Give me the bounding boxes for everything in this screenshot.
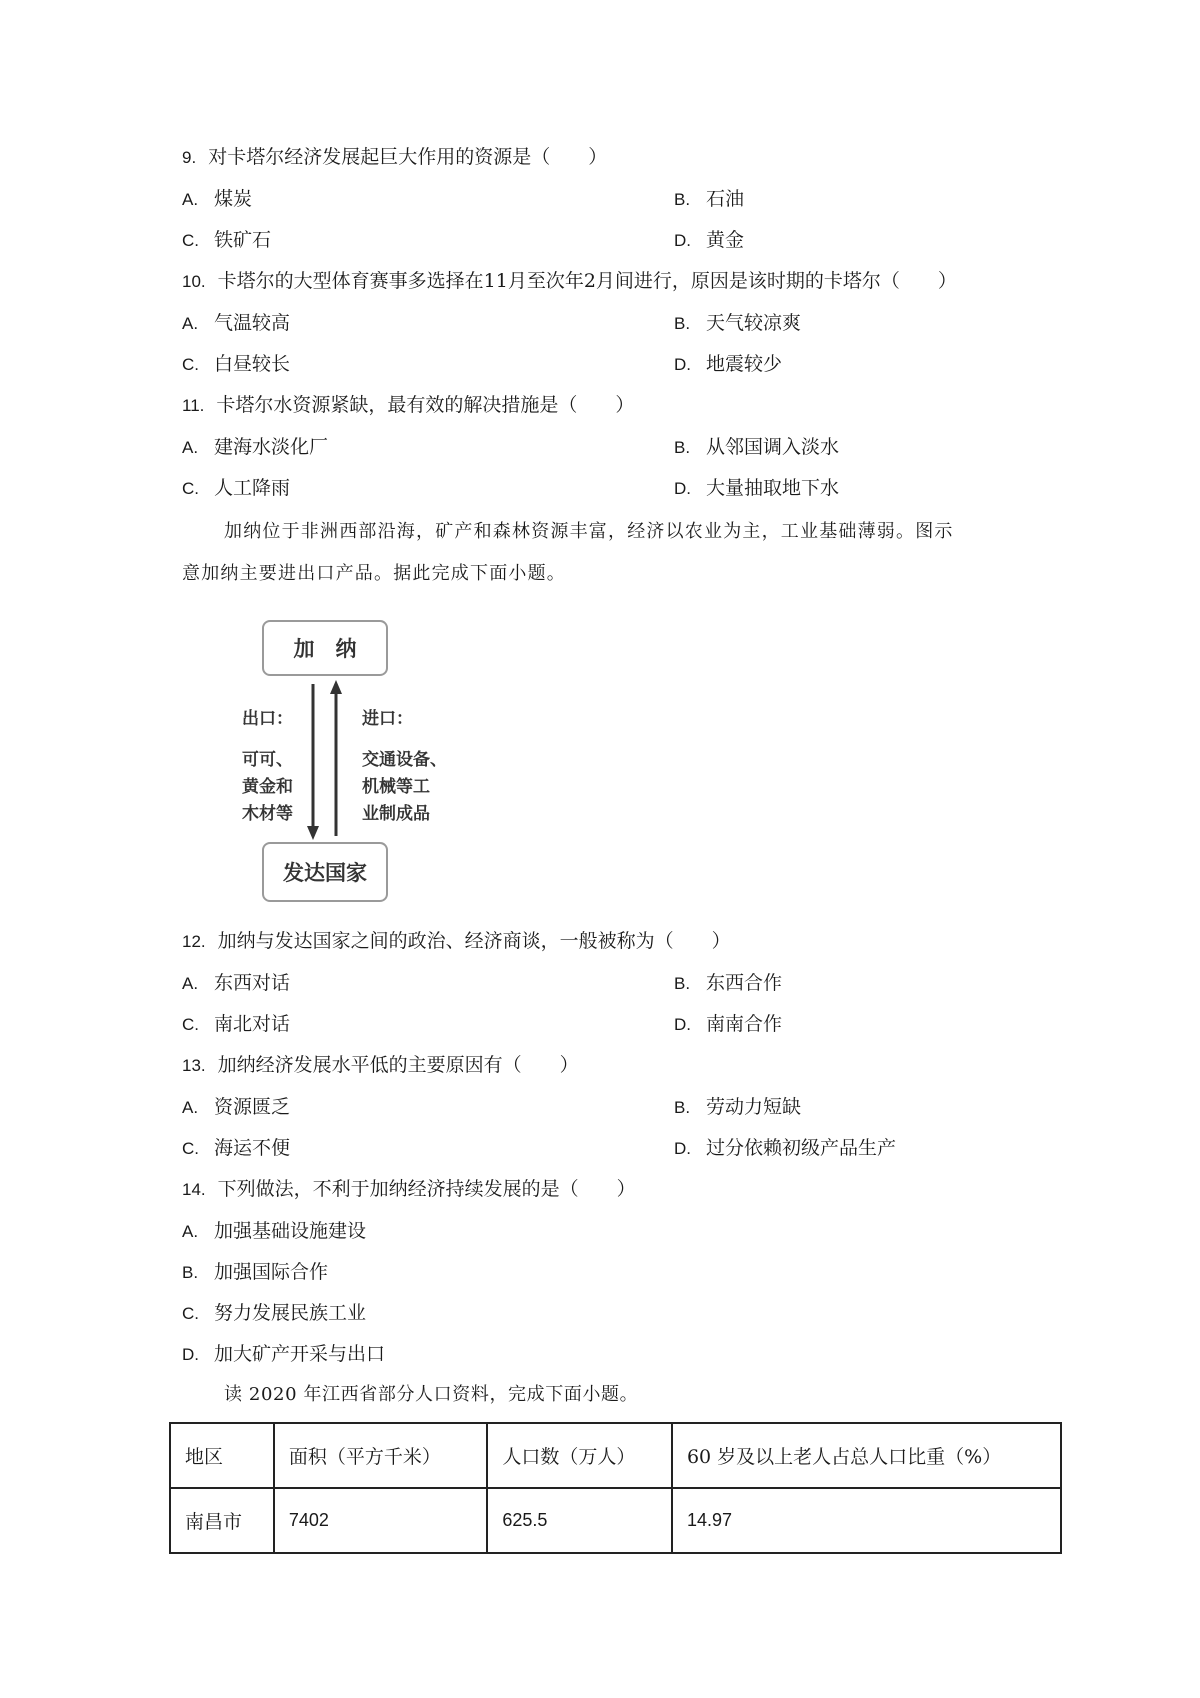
option-11d[interactable]: D. 大量抽取地下水 [674,477,840,499]
ghana-intro-line1: 加纳位于非洲西部沿海，矿产和森林资源丰富，经济以农业为主，工业基础薄弱。图示 [224,521,954,542]
table-header-cell: 人口数（万人） [487,1423,672,1488]
export-arrowhead-icon [307,826,319,840]
table-cell: 7402 [274,1488,488,1553]
table-header-cell: 地区 [170,1423,274,1488]
import-arrowhead-icon [330,680,342,694]
question-10: 10. 卡塔尔的大型体育赛事多选择在11月至次年2月间进行，原因是该时期的卡塔尔（ ） [182,270,957,292]
option-14c[interactable]: C. 努力发展民族工业 [182,1302,367,1324]
import-label: 进口： 交通设备、 机械等工 业制成品 [362,709,447,824]
option-9a[interactable]: A. 煤炭 [182,188,253,210]
table-header-cell: 60 岁及以上老人占总人口比重（%） [672,1423,1061,1488]
option-12a[interactable]: A. 东西对话 [182,972,291,994]
question-14: 14. 下列做法，不利于加纳经济持续发展的是（ ） [182,1178,636,1200]
trade-arrows [300,676,350,844]
option-9d[interactable]: D. 黄金 [674,229,745,251]
option-12c[interactable]: C. 南北对话 [182,1013,291,1035]
option-14d[interactable]: D. 加大矿产开采与出口 [182,1343,386,1365]
table-header-row [170,1423,1061,1488]
option-13a[interactable]: A. 资源匮乏 [182,1096,291,1118]
option-11a[interactable]: A. 建海水淡化厂 [182,436,329,458]
option-9c[interactable]: C. 铁矿石 [182,229,272,251]
option-10d[interactable]: D. 地震较少 [674,353,783,375]
question-11: 11. 卡塔尔水资源紧缺，最有效的解决措施是（ ） [182,394,635,416]
question-12: 12. 加纳与发达国家之间的政治、经济商谈，一般被称为（ ） [182,930,731,952]
population-intro: 读 2020 年江西省部分人口资料，完成下面小题。 [224,1384,639,1405]
ghana-box: 加 纳 [262,620,388,676]
table-row [170,1488,1061,1553]
table-cell: 14.97 [672,1488,1061,1553]
option-11c[interactable]: C. 人工降雨 [182,477,291,499]
question-13: 13. 加纳经济发展水平低的主要原因有（ ） [182,1054,579,1076]
table-header-cell: 面积（平方千米） [274,1423,488,1488]
table-cell: 南昌市 [170,1488,274,1553]
question-9: 9. 对卡塔尔经济发展起巨大作用的资源是（ ） [182,146,608,168]
option-13d[interactable]: D. 过分依赖初级产品生产 [674,1137,897,1159]
population-table [169,1422,1062,1554]
option-14b[interactable]: B. 加强国际合作 [182,1261,329,1283]
option-10c[interactable]: C. 白昼较长 [182,353,291,375]
option-13b[interactable]: B. 劳动力短缺 [674,1096,802,1118]
option-11b[interactable]: B. 从邻国调入淡水 [674,436,840,458]
option-13c[interactable]: C. 海运不便 [182,1137,291,1159]
developed-countries-box: 发达国家 [262,842,388,902]
export-label: 出口： 可可、 黄金和 木材等 [242,709,293,824]
option-14a[interactable]: A. 加强基础设施建设 [182,1220,367,1242]
option-12d[interactable]: D. 南南合作 [674,1013,783,1035]
table-cell: 625.5 [487,1488,672,1553]
option-9b[interactable]: B. 石油 [674,188,745,210]
option-10a[interactable]: A. 气温较高 [182,312,291,334]
option-12b[interactable]: B. 东西合作 [674,972,783,994]
option-10b[interactable]: B. 天气较凉爽 [674,312,802,334]
ghana-intro-line2: 意加纳主要进出口产品。据此完成下面小题。 [182,563,566,584]
